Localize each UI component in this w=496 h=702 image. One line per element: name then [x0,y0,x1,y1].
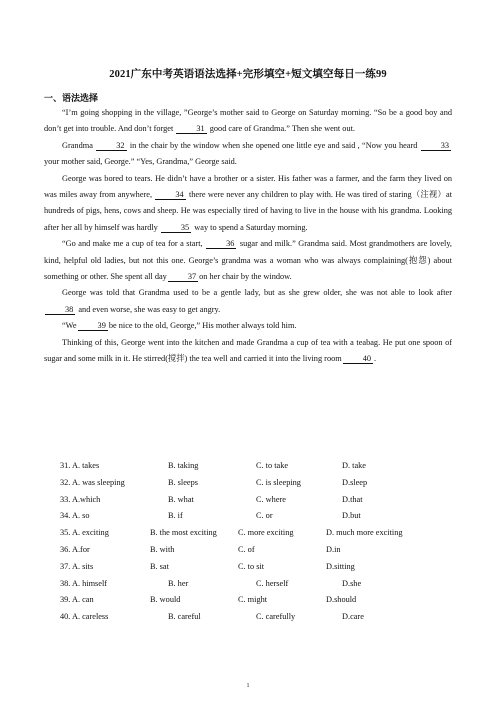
blank-31: 31 [176,124,206,134]
option-a: 31. A. takes [60,461,100,470]
option-d: D.but [342,511,361,521]
text: “We [62,321,77,331]
paragraph-4 [44,236,452,285]
paragraph-2 [44,138,452,171]
option-a: 39. A. can [60,595,94,605]
text: “I’m going shopping in the village, ”George’s mother said to George on Saturday morning. “So be a good boy and don’t get into trouble. And don’t forget [44,108,452,134]
option-b: B. if [168,511,183,521]
text: your mother said, George.” “Yes, Grandma,” George said. [44,157,237,167]
page-title: 2021广东中考英语语法选择+完形填空+短文填空每日一练99 [109,69,387,80]
blank-40: 40 [343,354,373,364]
passage [44,105,452,368]
text: “Go and make me a cup of tea for a start, [62,239,203,249]
page-number: 1 [246,683,250,689]
option-row-33 [60,495,460,512]
option-row-32 [60,478,460,495]
option-a: 35. A. exciting [60,528,109,538]
paragraph-5 [44,285,452,318]
text: George was told that Grandma used to be a gentle lady, but as she grew older, she was not able to look after [62,288,452,298]
option-c: C. or [256,511,273,521]
blank-36: 36 [206,239,236,249]
text: be nice to the old, George,” His mother always told him. [108,321,297,331]
text: good care of Grandma.” Then she went out. [209,124,355,134]
option-a: 32. A. was sleeping [60,477,125,487]
option-row-31 [60,461,460,478]
option-c: C. to sit [238,561,265,571]
blank-32: 32 [96,141,126,151]
text: way to spend a Saturday morning. [194,222,308,232]
option-d: D.care [342,612,364,622]
option-b: B. sleeps [168,477,198,487]
option-b: B. the most exciting [150,528,217,538]
paragraph-3 [44,171,452,237]
blank-38: 38 [45,305,75,315]
option-b: B. sat [150,561,169,571]
option-b: B. careful [168,612,201,622]
section-heading: 一、语法选择 [44,93,99,103]
text: Thinking of this, George went into the kitchen and made Grandma a cup of tea with a teabag. He put one spoon of sugar and some milk in it. He stirred(搅拌) the tea well and carried it into the living room [44,337,452,364]
paragraph-1 [44,105,452,138]
option-row-40 [60,612,460,629]
option-row-37 [60,562,460,579]
option-d: D. much more exciting [326,528,403,538]
text: and even worse, she was easy to get angry. [78,304,221,314]
blank-39: 39 [78,321,108,331]
text: there were never any children to play with. He was tired of staring（注视）at hundreds of pigs, hens, cows and sheep. He was especially tired of having to live in the house with his grandma. Looking after her all by himself was hardly [44,190,453,232]
option-d: D.should [326,595,357,605]
text: sugar and milk.” Grandma said. Most grandmothers are lovely, kind, helpful old ladies, but not this one. George’s grandma was a woman who was always complaining(抱怨) about something or other. She spent all day [44,239,453,282]
option-b: B. would [150,595,181,605]
option-b: B. taking [168,461,199,470]
text: in the chair by the window when she opened one little eye and said , “Now you heard [129,140,418,150]
paragraph-7 [44,335,452,368]
option-c: C. of [238,544,255,554]
option-a: 36. A.for [60,544,90,554]
option-d: D.she [342,578,362,588]
option-d: D. take [342,461,366,470]
option-row-39 [60,595,460,612]
option-a: 34. A. so [60,511,90,521]
option-a: 37. A. sits [60,561,94,571]
blank-35: 35 [161,223,191,233]
option-c: C. more exciting [238,528,294,538]
paragraph-6 [44,318,452,334]
option-c: C. carefully [256,612,296,622]
option-row-38 [60,579,460,596]
blank-33: 33 [421,141,451,151]
blank-37: 37 [168,272,198,282]
option-d: D.in [326,544,341,554]
option-c: C. to take [256,461,289,470]
option-a: 40. A. careless [60,612,109,622]
option-d: D.that [342,494,363,504]
option-d: D.sitting [326,561,355,571]
text: Grandma [62,140,93,150]
option-c: C. where [256,494,286,504]
blank-34: 34 [155,190,185,200]
option-row-36 [60,545,460,562]
option-c: C. is sleeping [256,477,301,487]
option-b: B. what [168,494,194,504]
option-row-35 [60,528,460,545]
text: George was bored to tears. He didn’t have a brother or a sister. His father was a farmer, and the farm they lived on was miles away from anywhere, [44,173,452,200]
option-c: C. herself [256,578,289,588]
option-b: B. her [168,578,189,588]
option-row-34 [60,511,460,528]
text: on her chair by the window. [199,272,292,282]
option-a: 33. A.which [60,494,101,504]
text: . [374,354,377,364]
option-a: 38. A. himself [60,578,108,588]
option-b: B. with [150,544,175,554]
option-d: D.sleep [342,477,368,487]
answer-options [60,461,460,629]
option-c: C. might [238,595,268,605]
